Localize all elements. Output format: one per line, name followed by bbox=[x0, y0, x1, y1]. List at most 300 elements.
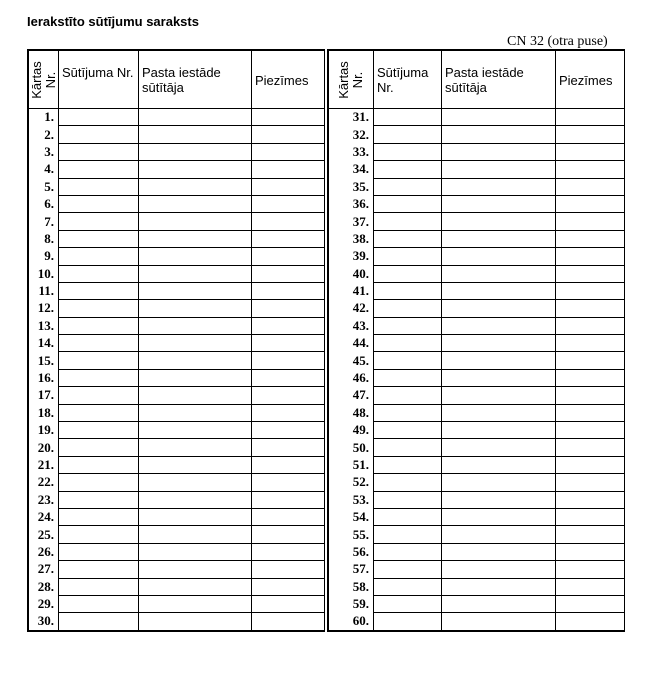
item-no-cell[interactable] bbox=[59, 265, 139, 282]
row-number: 46. bbox=[329, 369, 374, 386]
row-number: 31. bbox=[329, 109, 374, 126]
form-code: CN 32 (otra puse) bbox=[507, 34, 608, 49]
row-number: 10. bbox=[29, 265, 59, 282]
item-no-cell[interactable] bbox=[374, 126, 442, 143]
notes-cell[interactable] bbox=[252, 491, 325, 508]
table-row bbox=[329, 109, 625, 126]
row-number: 12. bbox=[29, 300, 59, 317]
notes-cell[interactable] bbox=[556, 404, 625, 421]
notes-cell[interactable] bbox=[252, 213, 325, 230]
row-number: 14. bbox=[29, 335, 59, 352]
notes-cell[interactable] bbox=[556, 300, 625, 317]
item-no-cell[interactable] bbox=[374, 352, 442, 369]
post-office-cell[interactable] bbox=[139, 230, 252, 247]
item-no-cell[interactable] bbox=[59, 161, 139, 178]
table-row bbox=[329, 561, 625, 578]
post-office-cell[interactable] bbox=[139, 613, 252, 630]
item-no-cell[interactable] bbox=[59, 474, 139, 491]
post-office-cell[interactable] bbox=[139, 248, 252, 265]
item-no-cell[interactable] bbox=[59, 352, 139, 369]
post-office-cell[interactable] bbox=[139, 369, 252, 386]
notes-cell[interactable] bbox=[556, 613, 625, 630]
item-no-cell[interactable] bbox=[374, 369, 442, 386]
post-office-cell[interactable] bbox=[442, 195, 556, 212]
notes-cell[interactable] bbox=[252, 543, 325, 560]
item-no-cell[interactable] bbox=[374, 387, 442, 404]
item-no-cell[interactable] bbox=[59, 404, 139, 421]
row-number: 51. bbox=[329, 456, 374, 473]
notes-header: Piezīmes bbox=[556, 51, 625, 109]
notes-cell[interactable] bbox=[252, 178, 325, 195]
row-number: 47. bbox=[329, 387, 374, 404]
table-row bbox=[29, 230, 325, 247]
post-office-cell[interactable] bbox=[442, 369, 556, 386]
row-number: 40. bbox=[329, 265, 374, 282]
table-row bbox=[329, 595, 625, 612]
notes-cell[interactable] bbox=[252, 248, 325, 265]
item-no-cell[interactable] bbox=[374, 404, 442, 421]
item-no-header: Sūtījuma Nr. bbox=[59, 51, 139, 109]
notes-cell[interactable] bbox=[556, 352, 625, 369]
notes-cell[interactable] bbox=[252, 595, 325, 612]
post-office-cell[interactable] bbox=[139, 543, 252, 560]
post-office-cell[interactable] bbox=[139, 561, 252, 578]
row-number: 52. bbox=[329, 474, 374, 491]
notes-cell[interactable] bbox=[556, 161, 625, 178]
table-row bbox=[329, 613, 625, 630]
item-no-cell[interactable] bbox=[59, 230, 139, 247]
post-office-cell[interactable] bbox=[139, 404, 252, 421]
item-no-cell[interactable] bbox=[59, 561, 139, 578]
notes-cell[interactable] bbox=[252, 508, 325, 525]
post-office-cell[interactable] bbox=[442, 143, 556, 160]
item-no-cell[interactable] bbox=[59, 578, 139, 595]
notes-cell[interactable] bbox=[252, 161, 325, 178]
row-number: 7. bbox=[29, 213, 59, 230]
notes-cell[interactable] bbox=[556, 543, 625, 560]
post-office-cell[interactable] bbox=[442, 595, 556, 612]
post-office-cell[interactable] bbox=[442, 543, 556, 560]
row-number: 43. bbox=[329, 317, 374, 334]
item-no-cell[interactable] bbox=[59, 317, 139, 334]
post-office-cell[interactable] bbox=[139, 161, 252, 178]
post-office-cell[interactable] bbox=[139, 387, 252, 404]
post-office-cell[interactable] bbox=[139, 178, 252, 195]
table-row bbox=[29, 456, 325, 473]
notes-cell[interactable] bbox=[252, 300, 325, 317]
post-office-cell[interactable] bbox=[442, 578, 556, 595]
notes-cell[interactable] bbox=[556, 369, 625, 386]
notes-cell[interactable] bbox=[556, 265, 625, 282]
item-no-cell[interactable] bbox=[59, 387, 139, 404]
post-office-cell[interactable] bbox=[139, 456, 252, 473]
item-no-cell[interactable] bbox=[374, 317, 442, 334]
row-number: 33. bbox=[329, 143, 374, 160]
post-office-cell[interactable] bbox=[139, 265, 252, 282]
row-number: 8. bbox=[29, 230, 59, 247]
table-row bbox=[329, 317, 625, 334]
post-office-cell[interactable] bbox=[442, 126, 556, 143]
post-office-cell[interactable] bbox=[442, 178, 556, 195]
notes-cell[interactable] bbox=[556, 595, 625, 612]
post-office-header: Pasta iestāde sūtītāja bbox=[139, 51, 252, 109]
notes-cell[interactable] bbox=[252, 561, 325, 578]
item-no-cell[interactable] bbox=[374, 526, 442, 543]
table-row bbox=[29, 109, 325, 126]
post-office-cell[interactable] bbox=[442, 317, 556, 334]
table-row bbox=[29, 543, 325, 560]
post-office-cell[interactable] bbox=[442, 613, 556, 630]
row-number: 57. bbox=[329, 561, 374, 578]
notes-cell[interactable] bbox=[252, 317, 325, 334]
notes-cell[interactable] bbox=[252, 143, 325, 160]
notes-header: Piezīmes bbox=[252, 51, 325, 109]
table-row bbox=[329, 456, 625, 473]
row-number: 48. bbox=[329, 404, 374, 421]
item-no-cell[interactable] bbox=[59, 422, 139, 439]
table-row bbox=[29, 143, 325, 160]
table-row bbox=[29, 578, 325, 595]
table-row bbox=[329, 422, 625, 439]
notes-cell[interactable] bbox=[556, 178, 625, 195]
table-row bbox=[329, 282, 625, 299]
item-no-cell[interactable] bbox=[374, 595, 442, 612]
table-row bbox=[329, 213, 625, 230]
row-number: 37. bbox=[329, 213, 374, 230]
notes-cell[interactable] bbox=[556, 317, 625, 334]
page-title: Ierakstīto sūtījumu saraksts bbox=[27, 14, 199, 29]
table-row bbox=[29, 508, 325, 525]
table-row bbox=[29, 317, 325, 334]
table-row bbox=[29, 126, 325, 143]
item-no-cell[interactable] bbox=[59, 613, 139, 630]
notes-cell[interactable] bbox=[556, 578, 625, 595]
row-number: 35. bbox=[329, 178, 374, 195]
item-no-cell[interactable] bbox=[374, 439, 442, 456]
post-office-cell[interactable] bbox=[442, 439, 556, 456]
table-row bbox=[329, 404, 625, 421]
row-number: 36. bbox=[329, 195, 374, 212]
post-office-cell[interactable] bbox=[442, 161, 556, 178]
table-row bbox=[329, 491, 625, 508]
item-no-cell[interactable] bbox=[59, 248, 139, 265]
notes-cell[interactable] bbox=[252, 387, 325, 404]
table-row bbox=[329, 161, 625, 178]
order-no-header-line1: Kārtas bbox=[336, 60, 351, 99]
post-office-cell[interactable] bbox=[139, 352, 252, 369]
row-number: 3. bbox=[29, 143, 59, 160]
post-office-cell[interactable] bbox=[139, 126, 252, 143]
row-number: 25. bbox=[29, 526, 59, 543]
item-no-header: Sūtījuma Nr. bbox=[374, 51, 442, 109]
table-row bbox=[29, 526, 325, 543]
row-number: 30. bbox=[29, 613, 59, 630]
notes-cell[interactable] bbox=[556, 439, 625, 456]
notes-cell[interactable] bbox=[556, 143, 625, 160]
row-number: 53. bbox=[329, 491, 374, 508]
table-row bbox=[29, 300, 325, 317]
row-number: 21. bbox=[29, 456, 59, 473]
item-no-cell[interactable] bbox=[374, 613, 442, 630]
row-number: 15. bbox=[29, 352, 59, 369]
item-no-cell[interactable] bbox=[374, 265, 442, 282]
post-office-cell[interactable] bbox=[139, 195, 252, 212]
table-row bbox=[329, 230, 625, 247]
row-number: 11. bbox=[29, 282, 59, 299]
notes-cell[interactable] bbox=[556, 213, 625, 230]
notes-cell[interactable] bbox=[556, 282, 625, 299]
item-no-cell[interactable] bbox=[374, 161, 442, 178]
item-no-cell[interactable] bbox=[59, 178, 139, 195]
post-office-cell[interactable] bbox=[139, 439, 252, 456]
notes-cell[interactable] bbox=[556, 474, 625, 491]
notes-cell[interactable] bbox=[252, 109, 325, 126]
row-number: 58. bbox=[329, 578, 374, 595]
notes-cell[interactable] bbox=[556, 526, 625, 543]
notes-cell[interactable] bbox=[556, 230, 625, 247]
notes-cell[interactable] bbox=[556, 109, 625, 126]
post-office-cell[interactable] bbox=[442, 265, 556, 282]
notes-cell[interactable] bbox=[252, 282, 325, 299]
table-header-row bbox=[329, 51, 625, 109]
notes-cell[interactable] bbox=[556, 422, 625, 439]
table-row bbox=[329, 526, 625, 543]
item-no-cell[interactable] bbox=[59, 335, 139, 352]
notes-cell[interactable] bbox=[556, 248, 625, 265]
table-row bbox=[29, 161, 325, 178]
item-no-cell[interactable] bbox=[374, 213, 442, 230]
item-no-cell[interactable] bbox=[374, 282, 442, 299]
item-no-cell[interactable] bbox=[374, 178, 442, 195]
post-office-cell[interactable] bbox=[139, 595, 252, 612]
notes-cell[interactable] bbox=[252, 422, 325, 439]
item-no-cell[interactable] bbox=[374, 578, 442, 595]
post-office-header: Pasta iestāde sūtītāja bbox=[442, 51, 556, 109]
post-office-cell[interactable] bbox=[442, 109, 556, 126]
row-number: 22. bbox=[29, 474, 59, 491]
table-row bbox=[29, 282, 325, 299]
notes-cell[interactable] bbox=[556, 491, 625, 508]
notes-cell[interactable] bbox=[556, 387, 625, 404]
table-row bbox=[29, 404, 325, 421]
post-office-cell[interactable] bbox=[442, 561, 556, 578]
item-no-cell[interactable] bbox=[374, 143, 442, 160]
table-row bbox=[329, 508, 625, 525]
notes-cell[interactable] bbox=[252, 526, 325, 543]
row-number: 9. bbox=[29, 248, 59, 265]
post-office-cell[interactable] bbox=[139, 508, 252, 525]
post-office-cell[interactable] bbox=[442, 491, 556, 508]
row-number: 34. bbox=[329, 161, 374, 178]
table-row bbox=[329, 369, 625, 386]
post-office-cell[interactable] bbox=[442, 300, 556, 317]
table-row bbox=[29, 491, 325, 508]
post-office-cell[interactable] bbox=[139, 143, 252, 160]
table-row bbox=[329, 126, 625, 143]
table-row bbox=[329, 543, 625, 560]
row-number: 5. bbox=[29, 178, 59, 195]
item-no-cell[interactable] bbox=[59, 508, 139, 525]
row-number: 38. bbox=[329, 230, 374, 247]
post-office-cell[interactable] bbox=[442, 387, 556, 404]
table-row bbox=[29, 178, 325, 195]
post-office-cell[interactable] bbox=[139, 317, 252, 334]
table-row bbox=[329, 352, 625, 369]
item-no-cell[interactable] bbox=[374, 543, 442, 560]
item-no-cell[interactable] bbox=[59, 491, 139, 508]
table-row bbox=[29, 439, 325, 456]
item-no-cell[interactable] bbox=[374, 109, 442, 126]
table-row bbox=[329, 178, 625, 195]
post-office-cell[interactable] bbox=[442, 474, 556, 491]
item-no-cell[interactable] bbox=[59, 195, 139, 212]
post-office-cell[interactable] bbox=[139, 282, 252, 299]
table-row bbox=[29, 422, 325, 439]
item-no-cell[interactable] bbox=[59, 595, 139, 612]
row-number: 26. bbox=[29, 543, 59, 560]
post-office-cell[interactable] bbox=[139, 300, 252, 317]
item-no-cell[interactable] bbox=[59, 543, 139, 560]
post-office-cell[interactable] bbox=[139, 213, 252, 230]
item-no-cell[interactable] bbox=[59, 282, 139, 299]
post-office-cell[interactable] bbox=[139, 474, 252, 491]
table-row bbox=[329, 474, 625, 491]
row-number: 24. bbox=[29, 508, 59, 525]
notes-cell[interactable] bbox=[556, 561, 625, 578]
notes-cell[interactable] bbox=[252, 613, 325, 630]
item-no-cell[interactable] bbox=[374, 248, 442, 265]
item-no-cell[interactable] bbox=[374, 230, 442, 247]
row-number: 60. bbox=[329, 613, 374, 630]
table-row bbox=[29, 195, 325, 212]
item-no-cell[interactable] bbox=[374, 195, 442, 212]
notes-cell[interactable] bbox=[252, 578, 325, 595]
table-row bbox=[329, 265, 625, 282]
post-office-cell[interactable] bbox=[442, 213, 556, 230]
notes-cell[interactable] bbox=[556, 126, 625, 143]
row-number: 28. bbox=[29, 578, 59, 595]
row-number: 27. bbox=[29, 561, 59, 578]
registered-items-table-left bbox=[27, 49, 325, 632]
post-office-cell[interactable] bbox=[442, 422, 556, 439]
notes-cell[interactable] bbox=[252, 195, 325, 212]
notes-cell[interactable] bbox=[252, 456, 325, 473]
row-number: 32. bbox=[329, 126, 374, 143]
notes-cell[interactable] bbox=[252, 230, 325, 247]
post-office-cell[interactable] bbox=[442, 508, 556, 525]
table-body-left bbox=[29, 109, 325, 631]
table-row bbox=[29, 369, 325, 386]
table-row bbox=[329, 195, 625, 212]
post-office-cell[interactable] bbox=[139, 578, 252, 595]
row-number: 41. bbox=[329, 282, 374, 299]
post-office-cell[interactable] bbox=[442, 335, 556, 352]
notes-cell[interactable] bbox=[556, 456, 625, 473]
post-office-cell[interactable] bbox=[442, 404, 556, 421]
item-no-cell[interactable] bbox=[374, 561, 442, 578]
item-no-cell[interactable] bbox=[374, 300, 442, 317]
row-number: 20. bbox=[29, 439, 59, 456]
notes-cell[interactable] bbox=[252, 265, 325, 282]
post-office-cell[interactable] bbox=[139, 109, 252, 126]
row-number: 54. bbox=[329, 508, 374, 525]
table-row bbox=[329, 248, 625, 265]
item-no-cell[interactable] bbox=[374, 491, 442, 508]
table-row bbox=[29, 213, 325, 230]
table-header-row bbox=[29, 51, 325, 109]
notes-cell[interactable] bbox=[252, 352, 325, 369]
row-number: 18. bbox=[29, 404, 59, 421]
notes-cell[interactable] bbox=[252, 439, 325, 456]
post-office-cell[interactable] bbox=[139, 335, 252, 352]
item-no-cell[interactable] bbox=[59, 109, 139, 126]
row-number: 59. bbox=[329, 595, 374, 612]
row-number: 1. bbox=[29, 109, 59, 126]
item-no-cell[interactable] bbox=[59, 369, 139, 386]
post-office-cell[interactable] bbox=[442, 456, 556, 473]
item-no-cell[interactable] bbox=[374, 456, 442, 473]
item-no-cell[interactable] bbox=[59, 143, 139, 160]
post-office-cell[interactable] bbox=[139, 422, 252, 439]
row-number: 55. bbox=[329, 526, 374, 543]
notes-cell[interactable] bbox=[252, 369, 325, 386]
post-office-cell[interactable] bbox=[442, 526, 556, 543]
post-office-cell[interactable] bbox=[442, 230, 556, 247]
post-office-cell[interactable] bbox=[442, 282, 556, 299]
notes-cell[interactable] bbox=[556, 335, 625, 352]
table-row bbox=[29, 595, 325, 612]
notes-cell[interactable] bbox=[252, 335, 325, 352]
order-no-header-line2: Nr. bbox=[350, 71, 365, 88]
notes-cell[interactable] bbox=[556, 508, 625, 525]
notes-cell[interactable] bbox=[252, 404, 325, 421]
row-number: 56. bbox=[329, 543, 374, 560]
notes-cell[interactable] bbox=[252, 474, 325, 491]
item-no-cell[interactable] bbox=[59, 213, 139, 230]
item-no-cell[interactable] bbox=[59, 300, 139, 317]
table-row bbox=[29, 387, 325, 404]
item-no-cell[interactable] bbox=[59, 439, 139, 456]
item-no-cell[interactable] bbox=[374, 422, 442, 439]
post-office-cell[interactable] bbox=[139, 491, 252, 508]
notes-cell[interactable] bbox=[252, 126, 325, 143]
post-office-cell[interactable] bbox=[442, 352, 556, 369]
order-no-header-line1: Kārtas bbox=[28, 60, 44, 99]
item-no-cell[interactable] bbox=[374, 508, 442, 525]
table-row bbox=[29, 335, 325, 352]
table-row bbox=[329, 335, 625, 352]
notes-cell[interactable] bbox=[556, 195, 625, 212]
row-number: 6. bbox=[29, 195, 59, 212]
row-number: 49. bbox=[329, 422, 374, 439]
item-no-cell[interactable] bbox=[374, 474, 442, 491]
table-row bbox=[29, 352, 325, 369]
row-number: 17. bbox=[29, 387, 59, 404]
item-no-cell[interactable] bbox=[374, 335, 442, 352]
table-row bbox=[29, 248, 325, 265]
item-no-cell[interactable] bbox=[59, 126, 139, 143]
row-number: 4. bbox=[29, 161, 59, 178]
table-row bbox=[329, 439, 625, 456]
post-office-cell[interactable] bbox=[139, 526, 252, 543]
table-row bbox=[29, 613, 325, 630]
table-row bbox=[29, 474, 325, 491]
item-no-cell[interactable] bbox=[59, 526, 139, 543]
post-office-cell[interactable] bbox=[442, 248, 556, 265]
table-row bbox=[329, 578, 625, 595]
order-no-header bbox=[329, 51, 374, 109]
item-no-cell[interactable] bbox=[59, 456, 139, 473]
